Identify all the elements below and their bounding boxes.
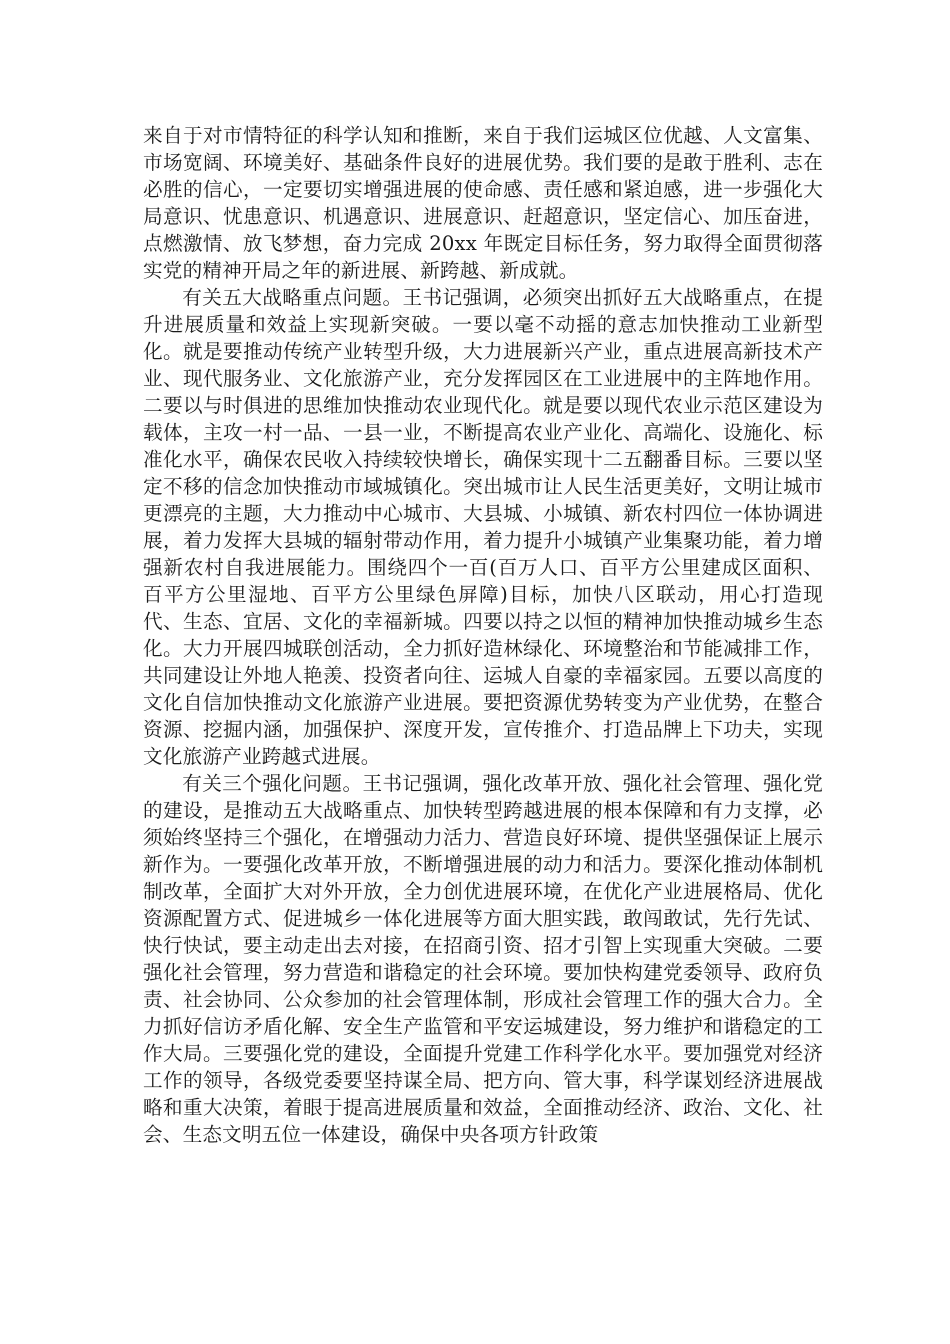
document-body xyxy=(143,122,823,1148)
paragraph-continuation: 来自于对市情特征的科学认知和推断，来自于我们运城区位优越、人文富集、市场宽阔、环境美好、基础条件良好的进展优势。我们要的是敢于胜利、志在必胜的信心，一定要切实增强进展的使命感、责任感和紧迫感，进一步强化大局意识、忧患意识、机遇意识、进展意识、赶超意识，坚定信心、加压奋进，点燃激情、放飞梦想，奋力完成 20xx 年既定目标任务，努力取得全面贯彻落实党的精神开局之年的新进展、新跨越、新成就。 xyxy=(143,124,823,282)
paragraph-five-strategies: 有关五大战略重点问题。王书记强调，必须突出抓好五大战略重点，在提升进展质量和效益上实现新突破。一要以毫不动摇的意志加快推动工业新型化。就是要推动传统产业转型升级，大力进展新兴产业，重点进展高新技术产业、现代服务业、文化旅游产业，充分发挥园区在工业进展中的主阵地作用。二要以与时俱进的思维加快推动农业现代化。就是要以现代农业示范区建设为载体，主攻一村一品、一县一业，不断提高农业产业化、高端化、设施化、标准化水平，确保农民收入持续较快增长，确保实现十二五翻番目标。三要以坚定不移的信念加快推动市域城镇化。突出城市让人民生活更美好，文明让城市更漂亮的主题，大力推动中心城市、大县城、小城镇、新农村四位一体协调进展，着力发挥大县城的辐射带动作用，着力提升小城镇产业集聚功能，着力增强新农村自我进展能力。围绕四个一百(百万人口、百平方公里建成区面积、百平方公里湿地、百平方公里绿色屏障)目标，加快八区联动，用心打造现代、生态、宜居、文化的幸福新城。四要以持之以恒的精神加快推动城乡生态化。大力开展四城联创活动，全力抓好造林绿化、环境整治和节能减排工作，共同建设让外地人艳羡、投资者向往、运城人自豪的幸福家园。五要以高度的文化自信加快推动文化旅游产业进展。要把资源优势转变为产业优势，在整合资源、挖掘内涵，加强保护、深度开发，宣传推介、打造品牌上下功夫，实现文化旅游产业跨越式进展。 xyxy=(143,286,823,768)
paragraph-three-strengthenings: 有关三个强化问题。王书记强调，强化改革开放、强化社会管理、强化党的建设，是推动五大战略重点、加快转型跨越进展的根本保障和有力支撑，必须始终坚持三个强化，在增强动力活力、营造良好环境、提供坚强保证上展示新作为。一要强化改革开放，不断增强进展的动力和活力。要深化推动体制机制改革，全面扩大对外开放，全力创优进展环境，在优化产业进展格局、优化资源配置方式、促进城乡一体化进展等方面大胆实践，敢闯敢试，先行先试、快行快试，要主动走出去对接，在招商引资、招才引智上实现重大突破。二要强化社会管理，努力营造和谐稳定的社会环境。要加快构建党委领导、政府负责、社会协同、公众参加的社会管理体制，形成社会管理工作的强大合力。全力抓好信访矛盾化解、安全生产监管和平安运城建设，努力维护和谐稳定的工作大局。三要强化党的建设，全面提升党建工作科学化水平。要加强党对经济工作的领导，各级党委要坚持谋全局、把方向、管大事，科学谋划经济进展战略和重大决策，着眼于提高进展质量和效益，全面推动经济、政治、文化、社会、生态文明五位一体建设，确保中央各项方针政策 xyxy=(143,772,823,1146)
